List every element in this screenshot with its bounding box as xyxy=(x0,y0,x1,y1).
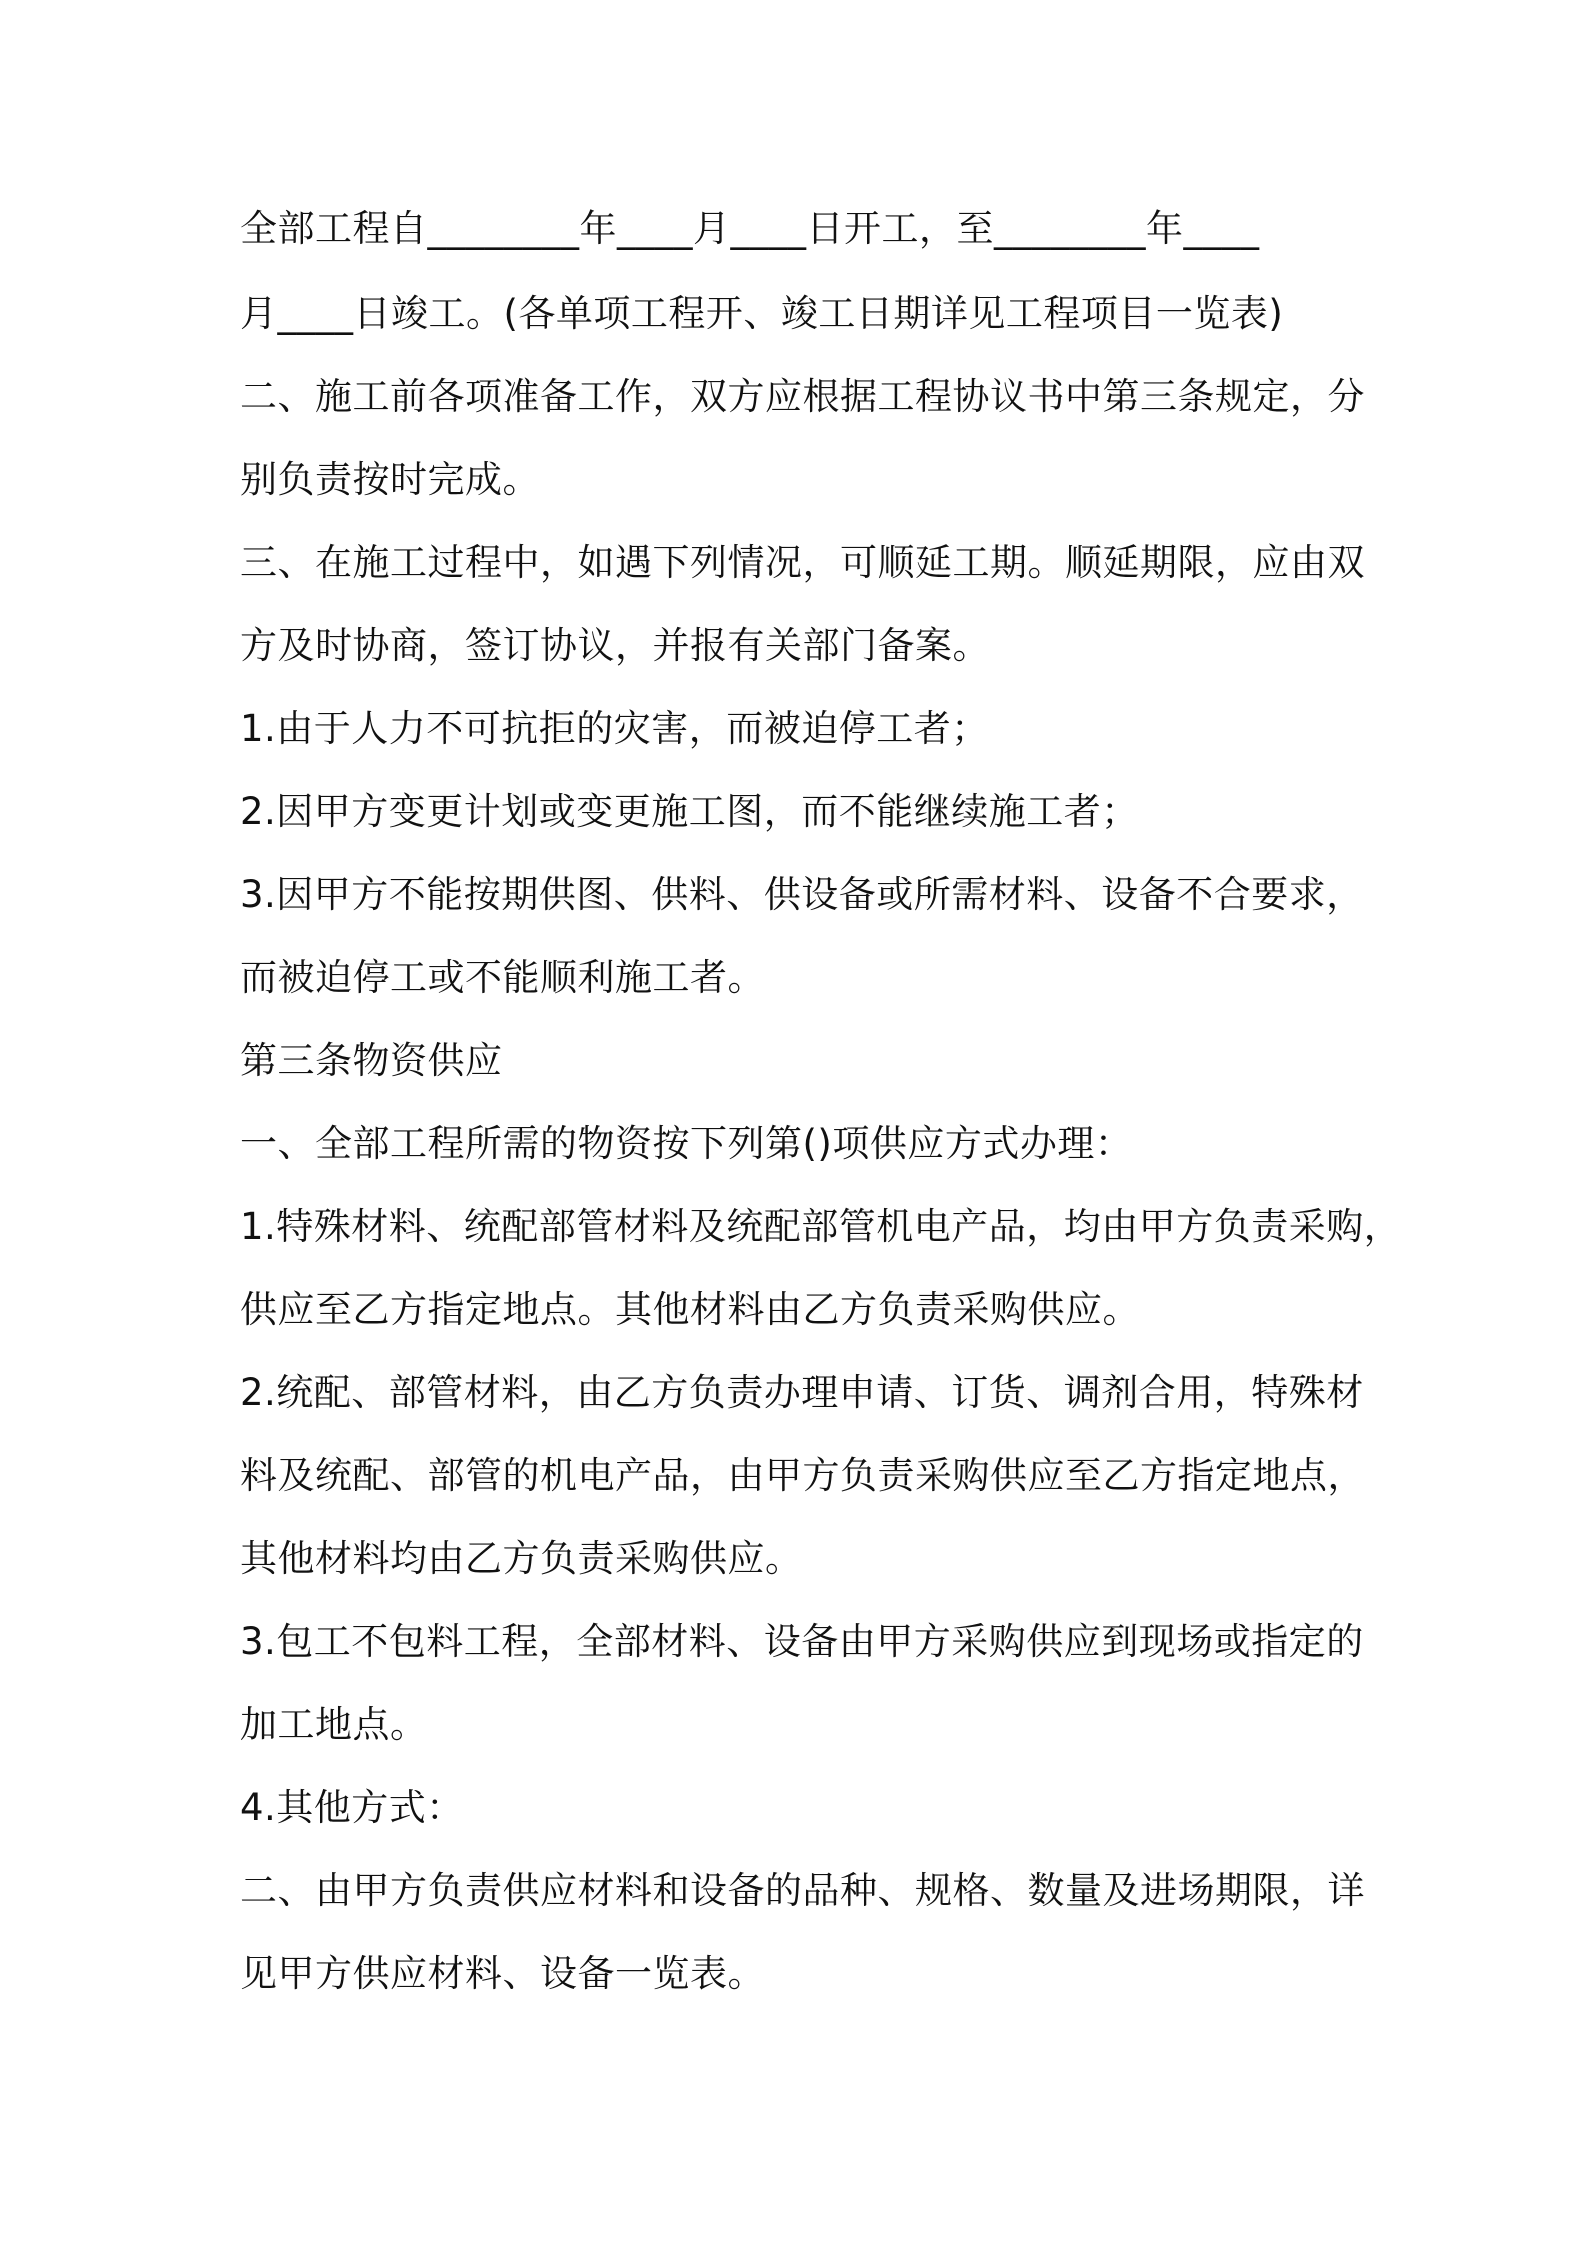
text-line-14: 供应至乙方指定地点。其他材料由乙方负责采购供应。 xyxy=(240,1288,1140,1331)
text-line-3: 二、施工前各项准备工作，双方应根据工程协议书中第三条规定，分 xyxy=(240,375,1365,418)
text-line-17: 其他材料均由乙方负责采购供应。 xyxy=(240,1537,803,1580)
text-line-4: 别负责按时完成。 xyxy=(240,458,540,501)
text-line-15: 2.统配、部管材料，由乙方负责办理申请、订货、调剂合用，特殊材 xyxy=(240,1371,1364,1414)
text-line-5: 三、在施工过程中，如遇下列情况，可顺延工期。顺延期限，应由双 xyxy=(240,541,1365,584)
text-line-10: 而被迫停工或不能顺利施工者。 xyxy=(240,956,765,999)
text-line-18: 3.包工不包料工程，全部材料、设备由甲方采购供应到现场或指定的 xyxy=(240,1620,1364,1663)
text-line-9: 3.因甲方不能按期供图、供料、供设备或所需材料、设备不合要求， xyxy=(240,873,1364,916)
text-line-12: 一、全部工程所需的物资按下列第()项供应方式办理： xyxy=(240,1122,1133,1165)
text-line-1: 全部工程自________年____月____日开工，至________年____ xyxy=(240,207,1260,250)
text-line-8: 2.因甲方变更计划或变更施工图，而不能继续施工者； xyxy=(240,790,1139,833)
section-heading: 第三条物资供应 xyxy=(240,1039,503,1082)
text-line-22: 见甲方供应材料、设备一览表。 xyxy=(240,1952,765,1995)
text-line-7: 1.由于人力不可抗拒的灾害，而被迫停工者； xyxy=(240,707,989,750)
text-line-21: 二、由甲方负责供应材料和设备的品种、规格、数量及进场期限，详 xyxy=(240,1869,1365,1912)
text-line-16: 料及统配、部管的机电产品，由甲方负责采购供应至乙方指定地点， xyxy=(240,1454,1365,1497)
text-line-6: 方及时协商，签订协议，并报有关部门备案。 xyxy=(240,624,990,667)
text-line-13: 1.特殊材料、统配部管材料及统配部管机电产品，均由甲方负责采购， xyxy=(240,1205,1402,1248)
text-line-2: 月____日竣工。(各单项工程开、竣工日期详见工程项目一览表) xyxy=(240,292,1284,335)
text-line-19: 加工地点。 xyxy=(240,1703,428,1746)
text-line-20: 4.其他方式： xyxy=(240,1786,464,1829)
